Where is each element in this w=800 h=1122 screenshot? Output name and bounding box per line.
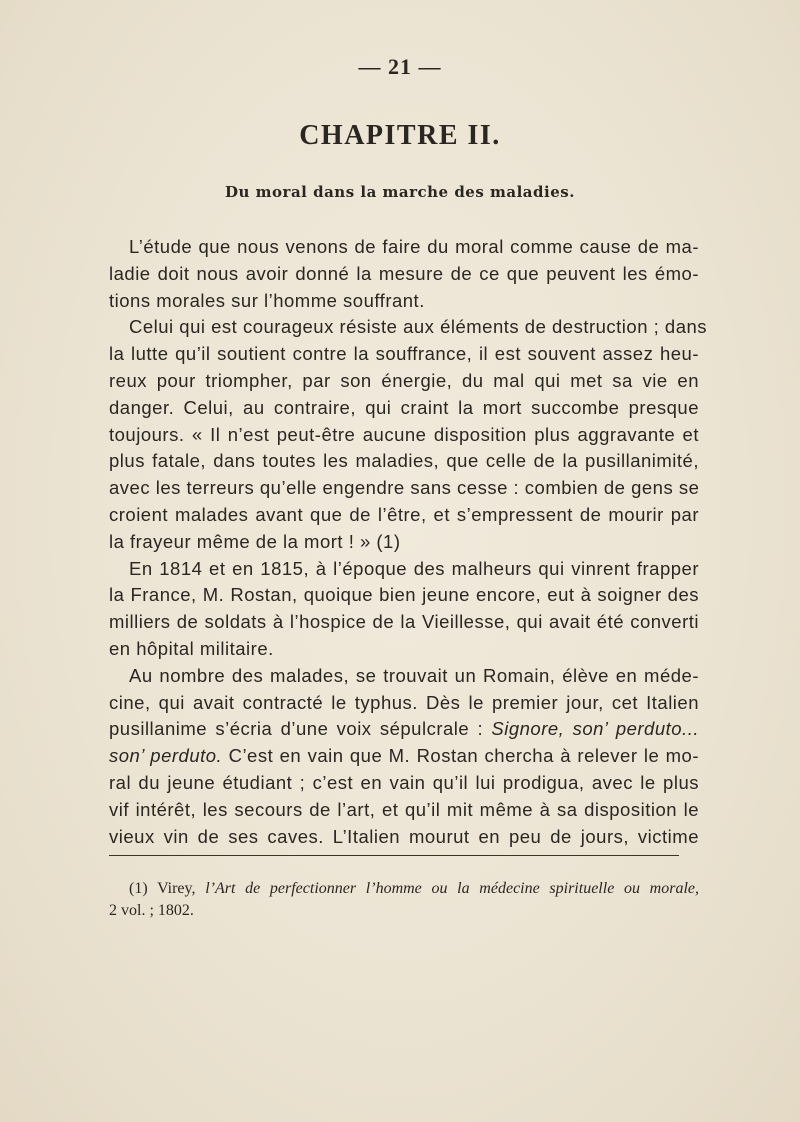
text-line: la frayeur même de la mort ! » (1) [109, 530, 401, 552]
page-number: — 21 — [358, 54, 442, 79]
text-line: En 1814 et en 1815, à l’époque des malheurs qui vinrent frapper [129, 557, 699, 579]
footnote-marker: (1) [129, 880, 148, 897]
text-line: la France, M. Rostan, quoique bien jeune encore, eut à soigner des [109, 584, 699, 606]
footnote-title: l’Art de perfectionner l’homme ou la médecine spirituelle ou morale, [205, 880, 700, 897]
text-line: milliers de soldats à l’hospice de la Vieillesse, qui avait été converti [109, 611, 699, 633]
text-line: ladie doit nous avoir donné la mesure de ce que peuvent les émo- [109, 262, 699, 284]
text-line [109, 716, 699, 743]
text-line: plus fatale, dans toutes les maladies, que celle de la pusillanimité, [109, 450, 699, 472]
text-line: la lutte qu’il soutient contre la souffrance, il est souvent assez heu- [109, 343, 699, 365]
text-line: croient malades avant que de l’être, et s’empressent de mourir par [109, 503, 699, 525]
italic-quote: son’ perduto. [109, 745, 223, 767]
text-line [109, 743, 699, 770]
chapter-title: CHAPITRE II. [299, 120, 501, 151]
text-line: reux pour triompher, par son énergie, du mal qui met sa vie en [109, 369, 699, 391]
footnote-author: Virey, [157, 880, 196, 897]
body-text [109, 234, 708, 850]
footnote-divider [109, 855, 679, 856]
footnote [109, 878, 699, 922]
footnote-line [109, 878, 699, 900]
text-line: toujours. « Il n’est peut-être aucune disposition plus aggravante et [109, 423, 699, 445]
text-segment: C’est en vain que M. Rostan chercha à relever le mo- [228, 745, 699, 767]
text-line: vif intérêt, les secours de l’art, et qu’il mit même à sa disposition le [109, 798, 699, 820]
italic-quote: Signore, son’ perduto... [491, 718, 699, 740]
text-line: vieux vin de ses caves. L’Italien mourut en peu de jours, victime [109, 825, 699, 847]
footnote-details: 2 vol. ; 1802. [109, 902, 194, 919]
text-line: avec les terreurs qu’elle engendre sans cesse : combien de gens se [109, 477, 700, 499]
text-line: tions morales sur l’homme souffrant. [109, 289, 425, 311]
text-line: danger. Celui, au contraire, qui craint la mort succombe presque [109, 396, 699, 418]
text-line: Celui qui est courageux résiste aux éléments de destruction ; dans [129, 316, 708, 338]
text-line: L’étude que nous venons de faire du moral comme cause de ma- [129, 236, 699, 257]
text-line: cine, qui avait contracté le typhus. Dès le premier jour, cet Italien [109, 691, 699, 713]
text-line: Au nombre des malades, se trouvait un Romain, élève en méde- [129, 664, 699, 686]
section-title: Du moral dans la marche des maladies. [225, 183, 575, 201]
text-segment: pusillanime s’écria d’une voix sépulcrale : [109, 718, 484, 740]
text-line: ral du jeune étudiant ; c’est en vain qu’il lui prodigua, avec le plus [109, 771, 699, 793]
text-line: en hôpital militaire. [109, 637, 274, 659]
